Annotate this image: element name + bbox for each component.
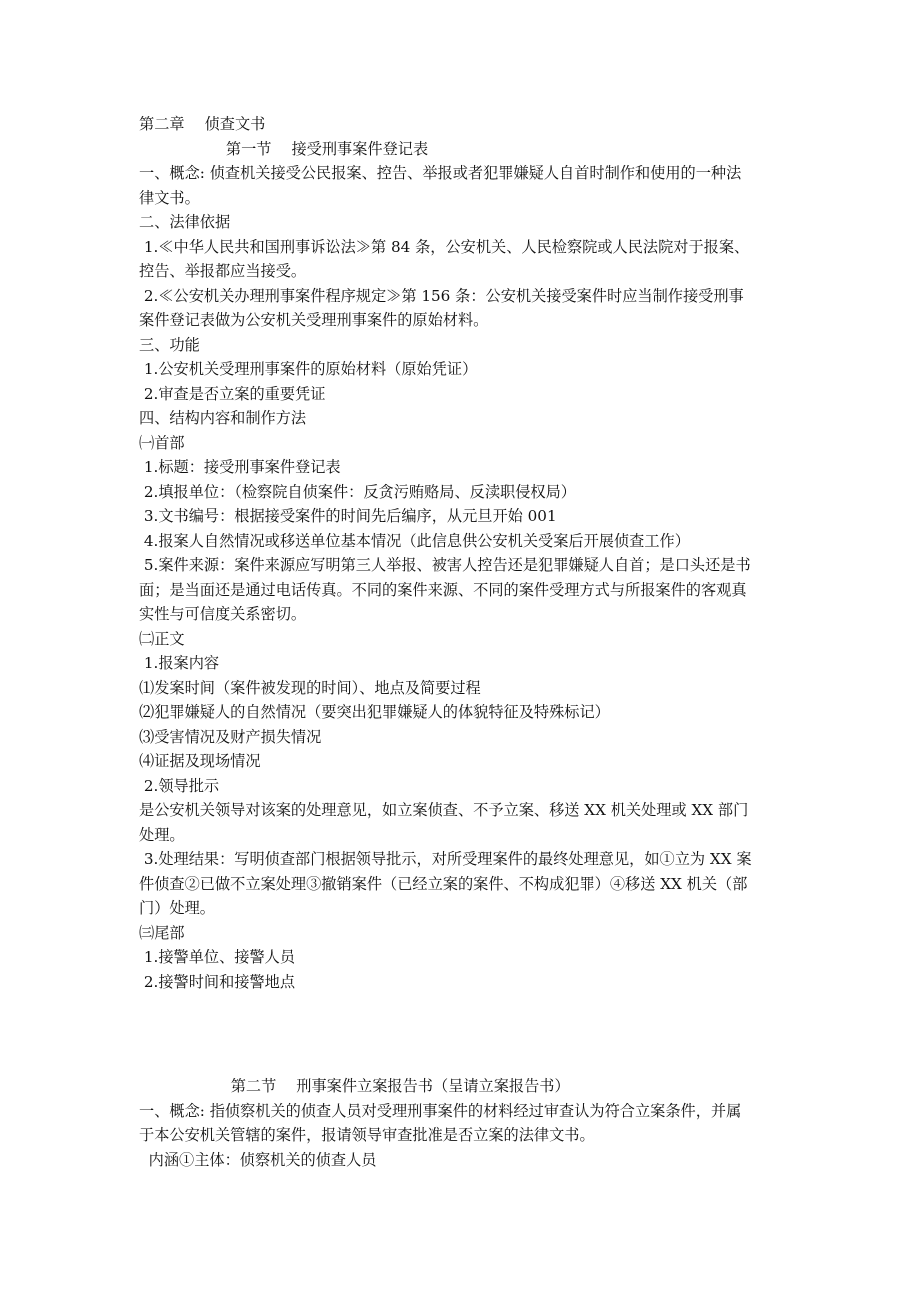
- text-line: 5.案件来源：案件来源应写明第三人举报、被害人控告还是犯罪嫌疑人自首；是口头还是书: [139, 556, 751, 574]
- text-line: 内涵①主体：侦察机关的侦查人员: [139, 1150, 377, 1169]
- text-line: 处理。: [139, 825, 185, 844]
- text-line: 律文书。: [139, 188, 200, 207]
- section-one-heading: 第一节 接受刑事案件登记表: [139, 139, 429, 158]
- text-line: 实性与可信度关系密切。: [139, 605, 307, 623]
- text-line: 2.填报单位：（检察院自侦案件：反贪污贿赂局、反渎职侵权局）: [139, 482, 576, 501]
- text-line: 2.审查是否立案的重要凭证: [139, 384, 326, 403]
- text-line: 面；是当面还是通过电话传真。不同的案件来源、不同的案件受理方式与所报案件的客观真: [139, 580, 747, 599]
- text-line: 4.报案人自然情况或移送单位基本情况（此信息供公安机关受案后开展侦查工作）: [139, 531, 690, 550]
- text-line: ⑴发案时间（案件被发现的时间）、地点及简要过程: [139, 678, 481, 697]
- text-line: 1.标题：接受刑事案件登记表: [139, 458, 341, 476]
- text-line: 1.报案内容: [139, 654, 220, 672]
- subheading: ㈢尾部: [139, 923, 185, 942]
- subheading: 二、法律依据: [139, 213, 231, 231]
- subheading: 四、结构内容和制作方法: [139, 409, 307, 427]
- subheading: ㈠首部: [139, 433, 185, 452]
- text-line: 一、概念: 指侦察机关的侦查人员对受理刑事案件的材料经过审查认为符合立案条件，并属: [139, 1101, 742, 1120]
- text-line: 门）处理。: [139, 899, 215, 917]
- text-line: 2.领导批示: [139, 776, 220, 795]
- chapter-one-text-block: [139, 112, 785, 994]
- text-line: ⑶受害情况及财产损失情况: [139, 727, 322, 746]
- section-two-text-block: [139, 1074, 785, 1172]
- text-line: 3.处理结果：写明侦查部门根据领导批示，对所受理案件的最终处理意见，如①立为 XX 案: [139, 850, 752, 868]
- text-line: 是公安机关领导对该案的处理意见，如立案侦查、不予立案、移送 XX 机关处理或 XX 部门: [139, 801, 749, 819]
- text-line: 3.文书编号：根据接受案件的时间先后编序，从元旦开始 001: [139, 507, 557, 525]
- text-line: 一、概念: 侦查机关接受公民报案、控告、举报或者犯罪嫌疑人自首时制作和使用的一种法: [139, 164, 742, 182]
- text-line: ⑷证据及现场情况: [139, 752, 261, 770]
- text-line: ⑵犯罪嫌疑人的自然情况（要突出犯罪嫌疑人的体貌特征及特殊标记）: [139, 703, 610, 721]
- chapter-heading: 第二章 侦查文书: [139, 115, 266, 133]
- text-line: 于本公安机关管辖的案件，报请领导审查批准是否立案的法律文书。: [139, 1126, 595, 1144]
- text-line: 1.接警单位、接警人员: [139, 948, 296, 966]
- subheading: ㈡正文: [139, 629, 185, 648]
- text-line: 2.≪公安机关办理刑事案件程序规定≫第 156 条：公安机关接受案件时应当制作接受刑事: [139, 286, 744, 305]
- text-line: 1.公安机关受理刑事案件的原始材料（原始凭证）: [139, 360, 478, 378]
- text-line: 1.≪中华人民共和国刑事诉讼法≫第 84 条，公安机关、人民检察院或人民法院对于报案、: [139, 237, 750, 256]
- subheading: 三、功能: [139, 335, 200, 354]
- text-line: 控告、举报都应当接受。: [139, 262, 307, 280]
- text-line: 2.接警时间和接警地点: [139, 972, 296, 991]
- text-line: 案件登记表做为公安机关受理刑事案件的原始材料。: [139, 311, 489, 329]
- section-two-heading: 第二节 刑事案件立案报告书（呈请立案报告书）: [139, 1077, 570, 1095]
- text-line: 件侦查②已做不立案处理③撤销案件（已经立案的案件、不构成犯罪）④移送 XX 机关（部: [139, 874, 748, 893]
